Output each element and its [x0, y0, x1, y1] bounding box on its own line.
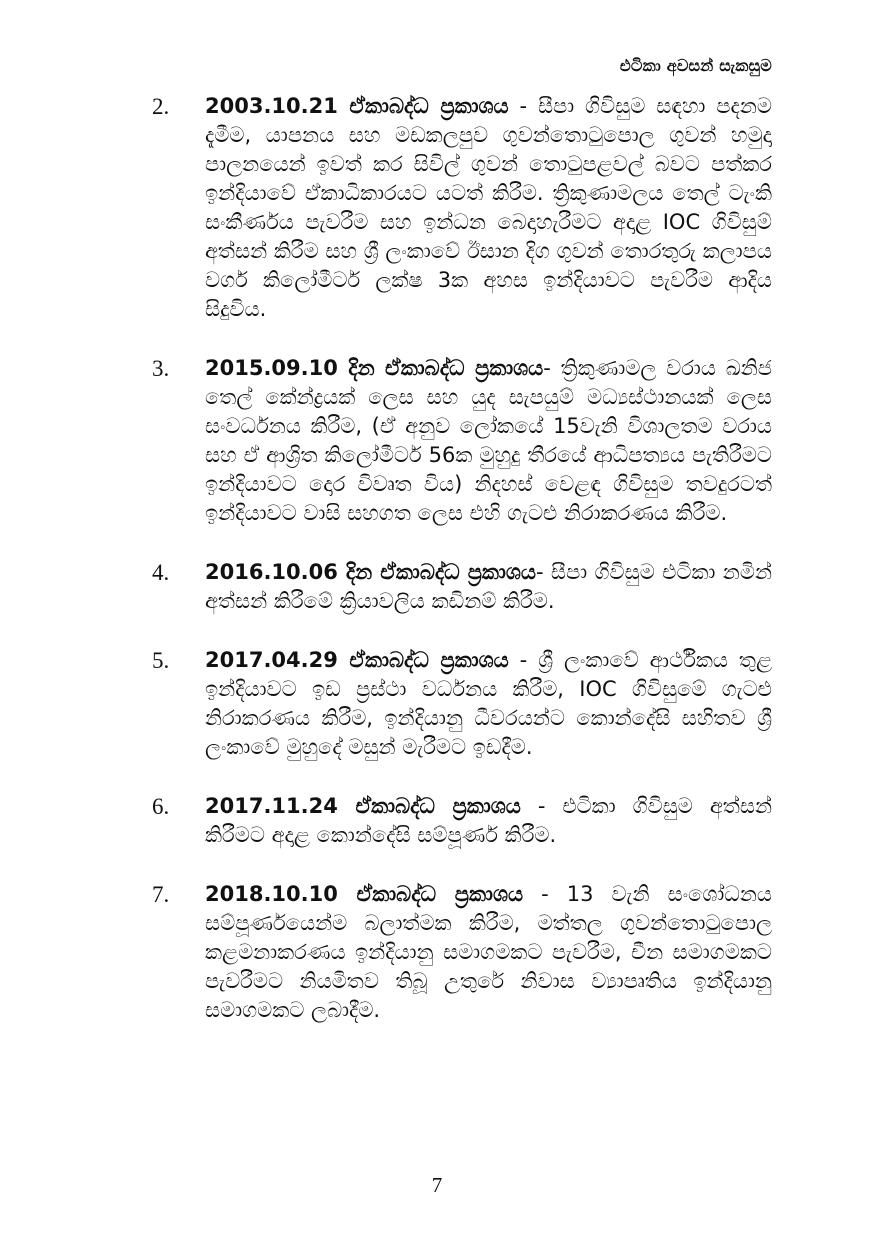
item-number: 2.	[152, 94, 170, 119]
item-heading: 2017.11.24 ඒකාබද්ධ ප්‍රකාශය	[205, 794, 521, 818]
page-number: 7	[431, 1173, 443, 1197]
item-number: 3.	[152, 356, 170, 381]
item-text	[205, 92, 772, 324]
item-number: 6.	[152, 794, 170, 819]
item-heading: 2015.09.10 දින ඒකාබද්ධ ප්‍රකාශය	[205, 356, 544, 380]
item-number: 7.	[152, 882, 170, 907]
list-item	[152, 792, 772, 850]
item-body: - සීපා ගිවිසුම එටිකා නමින් අත්සන් කිරීමේ ක්‍රියාවලිය කඩිනම් කිරීම.	[205, 560, 772, 613]
item-text	[205, 354, 772, 528]
list-item	[152, 558, 772, 616]
item-text	[205, 880, 772, 1025]
item-body: - සීපා ගිවිසුම සඳහා පදනම දැමීම, යාපනය සහ මඩකලපුව ගුවන්තොටුපොල ගුවන් හමුදා පාලනයෙන් ඉවත් කර සිවිල් ගුවන් තොටුපළවල් බවට පත්කර ඉන්දියාවේ ඒකාධිකාරයට යටත් කිරීම. ත්‍රිකුණාමලය තෙල් ටැංකි සංකීර්ණය පැවරීම සහ ඉන්ධන බෙදාහැරීමට අදාළ IOC ගිවිසුම් අත්සන් කිරීම සහ ශ්‍රී ලංකාවේ ඊසාන දිග ගුවන් තොරතුරු කලාපය වර්ග කිලෝමීටර් ලක්ෂ 3ක අහස ඉන්දියාවට පැවරීම ආදිය සිදුවිය.	[205, 94, 772, 321]
item-number: 4.	[152, 560, 170, 585]
item-heading: 2003.10.21 ඒකාබද්ධ ප්‍රකාශය	[205, 94, 509, 118]
item-body: - 13 වැනි සංශෝධනය සම්පූර්ණයෙන්ම බලාත්මක කිරීම, මත්තල ගුවන්තොටුපොල කළමනාකරණය ඉන්දියානු සමාගමකට පැවරීම, චීන සමාගමකට පැවරීමට නියමිතව තිබූ උතුරේ නිවාස ව්‍යාපෘතිය ඉන්දියානු සමාගමකට ලබාදීම.	[205, 882, 772, 1022]
running-header: එටිකා අවසන් සැකසුම	[619, 56, 772, 75]
item-body: - ශ්‍රී ලංකාවේ ආර්ථිකය තුළ ඉන්දියාවට ඉඩ ප්‍රස්ථා වර්ධනය කිරීම, IOC ගිවිසුමේ ගැටළු නිරාකරණය කිරීම, ඉන්දියානු ධීවරයන්ට කොන්දේසි සහිතව ශ්‍රී ලංකාවේ මුහුදේ මසුන් මැරීමට ඉඩදීම.	[205, 648, 772, 759]
item-body: - ත්‍රිකුණාමල වරාය ඛනිජ තෙල් කේන්ද්‍රයක් ලෙස සහ යුද සැපයුම් මධ්‍යස්ථානයක් ලෙස සංවර්ධනය කිරීම, (ඒ අනුව ලෝකයේ 15වැනි විශාලතම වරාය සහ ඒ ආශ්‍රිත කිලෝමීටර් 56ක මුහුදු තීරයේ ආධිපත්‍යය පැතිරීමට ඉන්දියාවට දොර විවෘත විය) නිදහස් වෙළඳ ගිවිසුම තවදුරටත් ඉන්දියාවට වාසි සහගත ලෙස එහි ගැටළු නිරාකරණය කිරීම.	[205, 356, 772, 525]
list-item	[152, 354, 772, 528]
item-number: 5.	[152, 648, 170, 673]
item-text	[205, 558, 772, 616]
item-heading: 2016.10.06 දින ඒකාබද්ධ ප්‍රකාශය	[205, 560, 536, 584]
item-body: - එටිකා ගිවිසුම අත්සන් කිරීමට අදාළ කොන්දේසි සම්පූර්ණ කිරීම.	[205, 794, 772, 847]
list-item	[152, 880, 772, 1025]
item-heading: 2017.04.29 ඒකාබද්ධ ප්‍රකාශය	[205, 648, 509, 672]
list-item	[152, 92, 772, 324]
item-heading: 2018.10.10 ඒකාබද්ධ ප්‍රකාශය	[205, 882, 524, 906]
list-item	[152, 646, 772, 762]
timeline-list	[152, 92, 772, 1025]
item-text	[205, 792, 772, 850]
item-text	[205, 646, 772, 762]
